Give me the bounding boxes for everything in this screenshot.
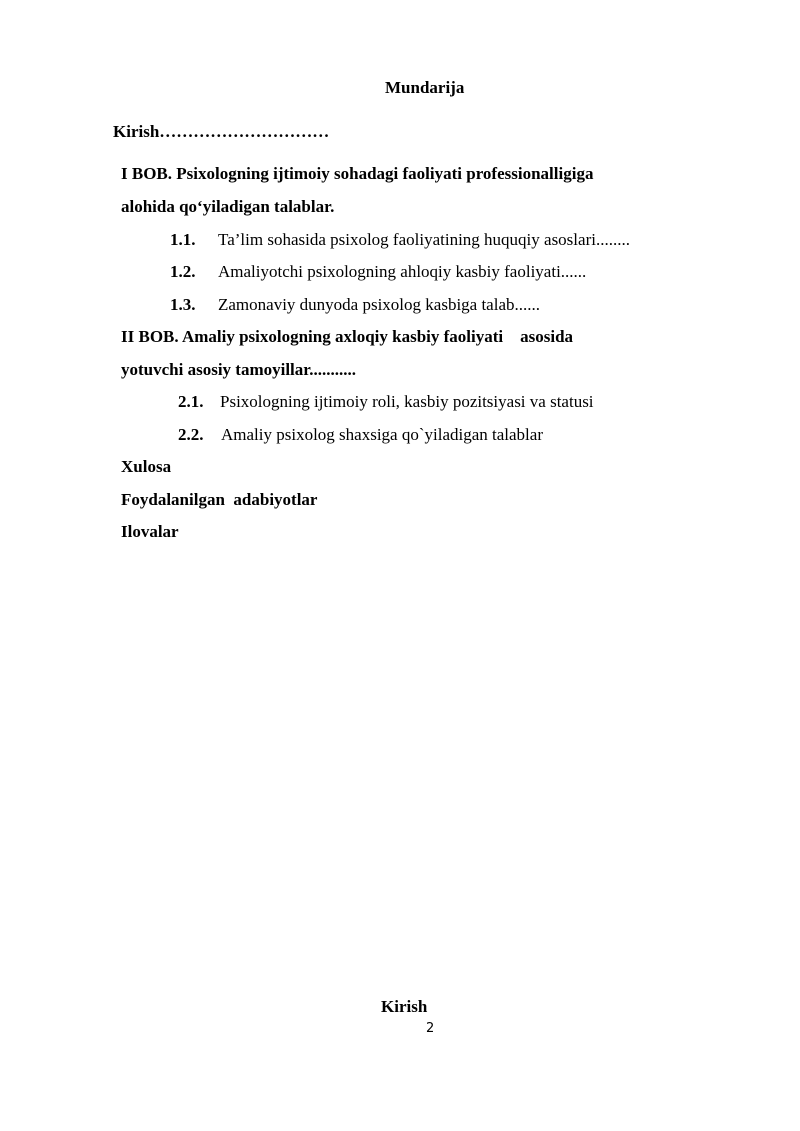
chapter1-title-line2: alohida qo‘yiladigan talablar. — [121, 197, 335, 216]
toc-item-text: Amaliy psixolog shaxsiga qo`yiladigan talablar — [221, 425, 543, 444]
toc-item-1-1 — [170, 229, 630, 251]
toc-item-1-3 — [170, 294, 540, 316]
toc-item-text: Amaliyotchi psixologning ahloqiy kasbiy faoliyati...... — [218, 262, 587, 281]
page-number: 2 — [426, 1021, 435, 1036]
next-section-heading: Kirish — [381, 997, 428, 1016]
toc-references: Foydalanilgan adabiyotlar — [121, 490, 318, 509]
toc-item-text: Ta’lim sohasida psixolog faoliyatining huquqiy asoslari........ — [218, 230, 630, 249]
toc-item-number: 1.3. — [170, 295, 196, 314]
toc-item-2-1 — [178, 391, 594, 413]
toc-item-number: 2.2. — [178, 425, 204, 444]
chapter1-title-line1: I BOB. Psixologning ijtimoiy sohadagi faoliyati professionalligiga — [121, 164, 594, 183]
toc-conclusion: Xulosa — [121, 457, 172, 476]
toc-item-number: 1.1. — [170, 230, 196, 249]
toc-intro: Kirish………………………… — [113, 122, 330, 141]
chapter2-title-line2: yotuvchi asosiy tamoyillar........... — [121, 360, 357, 379]
toc-item-text: Zamonaviy dunyoda psixolog kasbiga talab...... — [218, 295, 540, 314]
chapter2-title-line1: II BOB. Amaliy psixologning axloqiy kasbiy faoliyati asosida — [121, 327, 574, 346]
toc-item-text: Psixologning ijtimoiy roli, kasbiy pozitsiyasi va statusi — [220, 392, 594, 411]
toc-item-2-2 — [178, 424, 543, 446]
toc-item-number: 1.2. — [170, 262, 196, 281]
toc-appendix: Ilovalar — [121, 522, 179, 541]
toc-title: Mundarija — [385, 78, 465, 97]
toc-item-number: 2.1. — [178, 392, 204, 411]
toc-item-1-2 — [170, 261, 586, 283]
